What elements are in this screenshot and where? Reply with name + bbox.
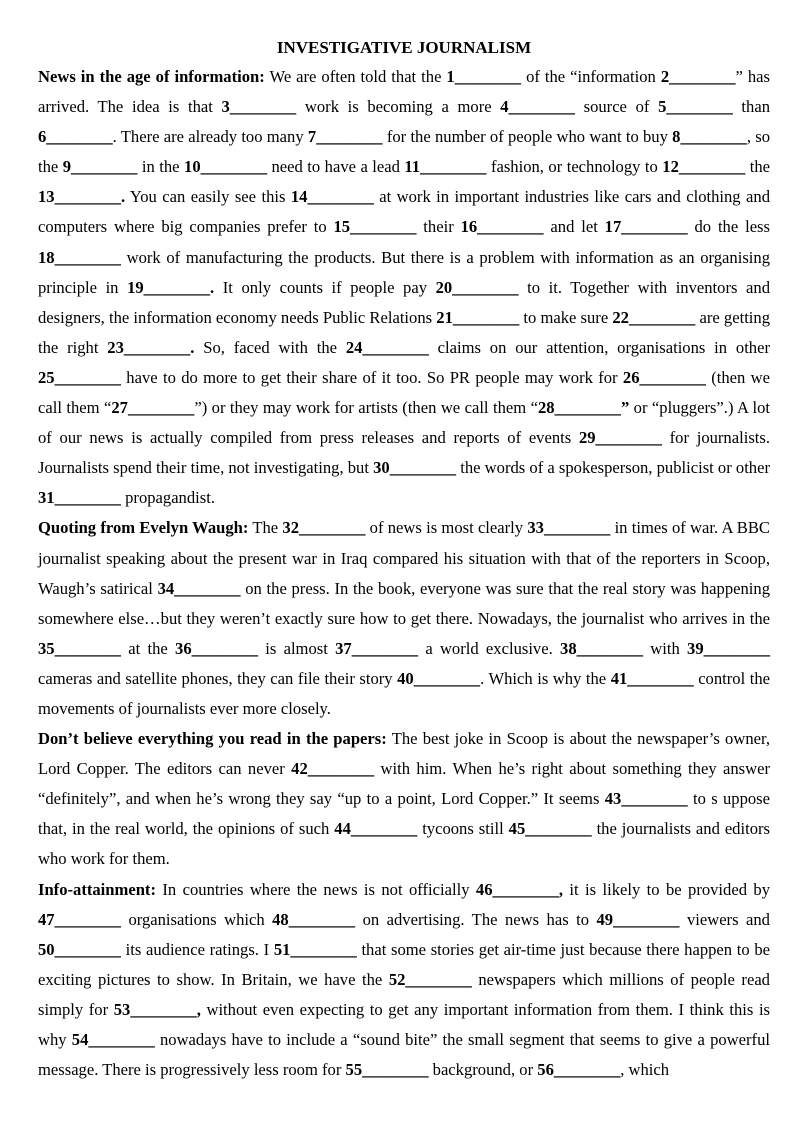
- numbered-blank: 42________: [291, 759, 375, 779]
- paragraph-text: to make sure: [519, 307, 613, 327]
- numbered-blank: 7________: [307, 127, 383, 147]
- paragraph-text: the: [745, 157, 771, 177]
- paragraph-text: have to do more to get their share of it too. So PR people may work for: [120, 367, 623, 387]
- numbered-blank: 13________.: [38, 187, 126, 207]
- paragraph-text: cameras and satellite phones, they can file their story: [38, 668, 398, 688]
- paragraph-text: the words of a spokesperson, publicist or other: [456, 458, 770, 478]
- numbered-blank: 31________: [38, 488, 121, 508]
- paragraph-text: source of: [574, 97, 659, 117]
- numbered-blank: 52________: [388, 969, 472, 989]
- paragraph-text: work of manufacturing the products. But there is a problem with information as an organising principle in: [38, 247, 770, 297]
- paragraph: [38, 875, 770, 1086]
- numbered-blank: 10________: [184, 157, 267, 177]
- paragraph-text: nowadays have to include a “sound bite” the small segment that seems to give a powerful message. There is progressively less room for: [38, 1030, 770, 1080]
- paragraph-text: You can easily see this: [125, 187, 291, 207]
- numbered-blank: 43________: [604, 789, 688, 809]
- numbered-blank: 36________: [175, 638, 258, 658]
- numbered-blank: 20________: [435, 277, 519, 297]
- paragraph-text: at work in important industries like cars and clothing and computers where big companies prefer to: [38, 187, 770, 237]
- paragraph-text: are getting the right: [38, 307, 771, 357]
- paragraph-text: claims on our attention, organisations in other: [428, 337, 770, 357]
- paragraph-text: without even expecting to get any important information from them. I think this is why: [38, 999, 771, 1049]
- paragraph-text: fashion, or technology to: [486, 157, 663, 177]
- numbered-blank: 9________: [62, 157, 138, 177]
- paragraph-text: need to have a lead: [267, 157, 405, 177]
- paragraph-text: ”) or they may work for artists (then we call them “: [194, 398, 538, 418]
- paragraph-text: The best joke in Scoop is about the newspaper’s owner, Lord Copper. The editors can never: [38, 729, 770, 779]
- paragraph-text: on advertising. The news has to: [355, 909, 597, 929]
- numbered-blank: 12________: [662, 157, 746, 177]
- paragraph-text: or “pluggers”.) A lot of our news is actually compiled from press releases and reports of events: [38, 398, 771, 448]
- paragraph-text: for journalists. Journalists spend their time, not investigating, but: [38, 428, 770, 478]
- paragraph-text: (then we call them “: [38, 367, 770, 418]
- numbered-blank: 54________: [71, 1030, 155, 1049]
- worksheet-body: [38, 62, 770, 1085]
- paragraph-text: The: [248, 518, 283, 538]
- paragraph-text: It only counts if people pay: [214, 277, 436, 297]
- paragraph-text: In countries where the news is not officially: [156, 879, 476, 899]
- page-title: INVESTIGATIVE JOURNALISM: [276, 38, 532, 57]
- paragraph: [38, 513, 770, 724]
- numbered-blank: 8________: [672, 127, 747, 147]
- paragraph-text: in the: [137, 157, 185, 177]
- numbered-blank: 32________: [282, 518, 366, 538]
- numbered-blank: 19________.: [127, 277, 215, 297]
- numbered-blank: 41________: [610, 668, 694, 688]
- numbered-blank: 4________: [500, 97, 575, 117]
- numbered-blank: 26________: [622, 367, 706, 387]
- numbered-blank: 16________: [460, 217, 544, 237]
- paragraph-text: of news is most clearly: [365, 518, 528, 538]
- numbered-blank: 30________: [373, 458, 457, 478]
- paragraph-text: viewers and: [679, 909, 770, 929]
- paragraph-text: ” has arrived. The idea is that: [38, 67, 770, 117]
- paragraph-text: We are often told that the: [264, 67, 447, 86]
- paragraph-text: with: [642, 638, 688, 658]
- numbered-blank: 56________: [537, 1060, 621, 1080]
- paragraph-text: in times of war. A BBC journalist speaking about the present war in Iraq compared his situation with that of the reporters in Scoop, Waugh’s satirical: [38, 518, 770, 598]
- paragraph: [38, 724, 770, 874]
- numbered-blank: 44________: [334, 819, 418, 839]
- paragraph-text: with him. When he’s right about something they answer “definitely”, and when he’s wrong they say “up to a point, Lord Copper.” It seems: [38, 759, 770, 809]
- numbered-blank: 48________: [272, 909, 356, 929]
- paragraph-text: do the less: [687, 217, 770, 237]
- numbered-blank: 46________,: [475, 879, 564, 899]
- numbered-blank: 15________: [333, 217, 417, 237]
- numbered-blank: 1________: [446, 67, 522, 86]
- numbered-blank: 33________: [527, 518, 611, 538]
- paragraph-heading: Info-attainment:: [38, 879, 156, 899]
- paragraph-text: it is likely to be provided by: [563, 879, 770, 899]
- numbered-blank: 5________: [658, 97, 733, 117]
- paragraph-heading: News in the age of information:: [38, 67, 265, 86]
- paragraph-text: to it. Together with inventors and designers, the information economy needs Public Relations: [38, 277, 770, 327]
- numbered-blank: 45________: [508, 819, 592, 839]
- numbered-blank: 25________: [38, 367, 121, 387]
- numbered-blank: 51________: [273, 939, 357, 959]
- numbered-blank: 11________: [404, 157, 487, 177]
- paragraph-text: their: [416, 217, 461, 237]
- paragraph-text: than: [732, 97, 770, 117]
- numbered-blank: 47________: [38, 909, 121, 929]
- numbered-blank: 6________: [38, 127, 113, 147]
- paragraph-text: background, or: [428, 1060, 538, 1080]
- paragraph-text: organisations which: [120, 909, 273, 929]
- paragraph-text: a world exclusive.: [418, 638, 561, 658]
- numbered-blank: 38________: [560, 638, 643, 658]
- paragraph-text: . There are already too many: [112, 127, 308, 147]
- paragraph-text: . Which is why the: [480, 668, 611, 688]
- paragraph-text: work is becoming a more: [296, 97, 501, 117]
- numbered-blank: 14________: [290, 187, 374, 207]
- numbered-blank: 50________: [38, 939, 121, 959]
- numbered-blank: 3________: [221, 97, 297, 117]
- paragraph-text: control the movements of journalists ever more closely.: [38, 668, 770, 718]
- paragraph-text: to s uppose that, in the real world, the opinions of such: [38, 789, 770, 839]
- paragraph-text: tycoons still: [417, 819, 509, 839]
- paragraph-text: of the “information: [521, 67, 661, 86]
- numbered-blank: 28________”: [537, 398, 630, 418]
- paragraph-text: propagandist.: [120, 488, 215, 508]
- paragraph-heading: Quoting from Evelyn Waugh:: [38, 518, 249, 538]
- numbered-blank: 17________: [604, 217, 688, 237]
- paragraph-text: that some stories get air-time just because there happen to be exciting pictures to show. In Britain, we have the: [38, 939, 770, 989]
- paragraph-text: , which: [620, 1060, 670, 1080]
- paragraph-text: at the: [120, 638, 176, 658]
- numbered-blank: 27________: [111, 398, 195, 418]
- numbered-blank: 55________: [345, 1060, 429, 1080]
- numbered-blank: 21________: [436, 307, 520, 327]
- numbered-blank: 24________: [345, 337, 429, 357]
- numbered-blank: 2________: [660, 67, 736, 86]
- paragraph-text: for the number of people who want to buy: [382, 127, 673, 147]
- numbered-blank: 22________: [612, 307, 696, 327]
- paragraph-text: and let: [543, 217, 605, 237]
- paragraph-text: on the press. In the book, everyone was sure that the real story was happening somewhere else…but they weren’t exactly sure how to get there. Nowadays, the journalist who arrives in the: [38, 578, 770, 628]
- numbered-blank: 40________: [397, 668, 481, 688]
- paragraph-text: is almost: [257, 638, 336, 658]
- numbered-blank: 35________: [38, 638, 121, 658]
- numbered-blank: 34________: [157, 578, 241, 598]
- numbered-blank: 29________: [578, 428, 662, 448]
- paragraph-text: its audience ratings. I: [120, 939, 274, 959]
- numbered-blank: 53________,: [113, 999, 201, 1019]
- paragraph-text: the journalists and editors who work for them.: [38, 819, 770, 869]
- numbered-blank: 37________: [335, 638, 419, 658]
- paragraph-text: So, faced with the: [194, 337, 346, 357]
- paragraph-text: , so the: [38, 127, 770, 177]
- paragraph-heading: Don’t believe everything you read in the papers:: [38, 729, 387, 749]
- numbered-blank: 18________: [38, 247, 121, 267]
- numbered-blank: 23________.: [107, 337, 195, 357]
- numbered-blank: 49________: [596, 909, 680, 929]
- paragraph: [38, 62, 770, 513]
- paragraph-text: newspapers which millions of people read simply for: [38, 969, 770, 1019]
- numbered-blank: 39________: [687, 638, 770, 658]
